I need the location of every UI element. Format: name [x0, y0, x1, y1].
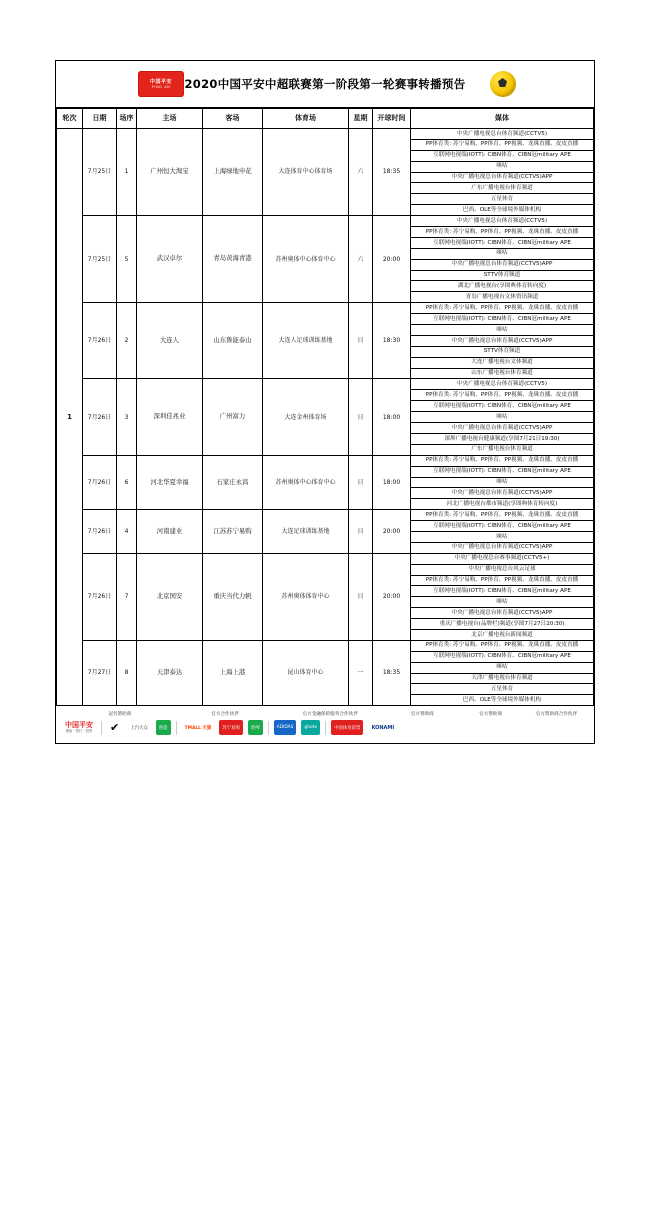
cell-media-outlet: 咪咕	[411, 412, 594, 423]
cell-media-outlet: 中央广播电视总台体育频道(CCTV5)APP	[411, 542, 594, 553]
logo-line1: 中国平安	[149, 78, 172, 85]
col-date: 日期	[83, 109, 117, 129]
cell-media-outlet: 互联网电视端(IOTT): CIBN体育、CIBN冠military APE	[411, 466, 594, 477]
cell-media-outlet: 咪咕	[411, 248, 594, 259]
title-row	[56, 61, 594, 108]
cell-kickoff-time: 18:30	[373, 303, 411, 379]
cell-venue: 苏州奥体中心体育中心	[263, 216, 349, 303]
cell-weekday: 一	[349, 640, 373, 705]
cell-weekday: 日	[349, 303, 373, 379]
cell-date: 7月27日	[83, 640, 117, 705]
cell-media-outlet: 河北广播电视台都市频道(享图典体育转向度)	[411, 499, 594, 510]
table-row	[57, 303, 594, 314]
cell-media-outlet: 重庆广播电视台(品牌栏)频道(享图7月27日20:30)	[411, 619, 594, 630]
cell-media-outlet: PP体育类: 苏宁易购、PP体育、PP视频、龙珠直播、皮皮直播	[411, 575, 594, 586]
cell-round: 1	[57, 129, 83, 706]
cell-media-outlet: 互联网电视端(IOTT): CIBN体育、CIBN冠military APE	[411, 521, 594, 532]
cell-kickoff-time: 18:35	[373, 640, 411, 705]
table-header-row	[57, 109, 594, 129]
table-row	[57, 510, 594, 521]
table-row	[57, 553, 594, 564]
cell-weekday: 日	[349, 379, 373, 455]
cell-venue: 昆山体育中心	[263, 640, 349, 705]
cell-media-outlet: 咪咕	[411, 662, 594, 673]
col-home: 主场	[137, 109, 203, 129]
cell-date: 7月25日	[83, 216, 117, 303]
cell-media-outlet: 互联网电视端(IOTT): CIBN体育、CIBN冠military APE	[411, 401, 594, 412]
cell-media-outlet: 深圳广播电视台健康频道(享图7月21日19:30)	[411, 433, 594, 444]
cell-away-team: 广州富力	[203, 379, 263, 455]
cell-venue: 大连体育中心体育场	[263, 129, 349, 216]
table-row	[57, 640, 594, 651]
cell-media-outlet: 互联网电视端(IOTT): CIBN体育、CIBN冠military APE	[411, 237, 594, 248]
cell-date: 7月26日	[83, 303, 117, 379]
sponsor-name: 中国平安	[65, 721, 93, 730]
sponsor-logo: 上汽大众	[127, 720, 151, 735]
sponsor-label: 官方合作伙伴	[211, 712, 239, 718]
cell-weekday: 日	[349, 510, 373, 554]
sponsor-logo: ADIDAS	[274, 720, 297, 735]
cell-media-outlet: 咪咕	[411, 477, 594, 488]
cell-match-no: 6	[117, 455, 137, 509]
cell-weekday: 日	[349, 553, 373, 640]
cell-home-team: 河北华夏幸福	[137, 455, 203, 509]
cell-media-outlet: 广东广播电视台体育频道	[411, 183, 594, 194]
cell-away-team: 青岛黄海青港	[203, 216, 263, 303]
col-away: 客场	[203, 109, 263, 129]
table-row	[57, 129, 594, 140]
cell-home-team: 河南建业	[137, 510, 203, 554]
sponsor-divider	[268, 721, 269, 735]
cell-venue: 苏州奥体中心体育中心	[263, 455, 349, 509]
cell-media-outlet: 中央广播电视总台体育频道(CCTV5)APP	[411, 488, 594, 499]
cell-media-outlet: 中央广播电视总台体育频道(CCTV5)APP	[411, 423, 594, 434]
sponsor-logo: ghoto	[301, 720, 320, 735]
cell-home-team: 武汉卓尔	[137, 216, 203, 303]
sponsor-label: 官方赞助商合作伙伴	[535, 712, 578, 718]
sponsor-label: 官方赞助商	[410, 712, 434, 718]
cell-weekday: 六	[349, 216, 373, 303]
sponsor-divider	[325, 721, 326, 735]
sponsor-divider	[176, 721, 177, 735]
cell-away-team: 上海绿地申花	[203, 129, 263, 216]
cell-weekday: 六	[349, 129, 373, 216]
soccer-ball-icon	[490, 71, 516, 97]
cell-away-team: 上海上港	[203, 640, 263, 705]
table-row	[57, 455, 594, 466]
cell-match-no: 1	[117, 129, 137, 216]
cell-date: 7月25日	[83, 129, 117, 216]
sponsor-logo: 哈啤	[248, 720, 263, 735]
cell-media-outlet: 大连广播电视台文体频道	[411, 357, 594, 368]
cell-media-outlet: PP体育类: 苏宁易购、PP体育、PP视频、龙珠直播、皮皮直播	[411, 455, 594, 466]
cell-kickoff-time: 18:00	[373, 379, 411, 455]
cell-media-outlet: 北京广播电视台新闻频道	[411, 629, 594, 640]
sponsor-logo	[62, 720, 96, 735]
sponsor-logo: 鲁能	[156, 720, 171, 735]
cell-date: 7月26日	[83, 553, 117, 640]
sponsor-label-row	[62, 711, 588, 717]
cell-media-outlet: 天津广播电视台体育频道	[411, 673, 594, 684]
cell-venue: 大连人足球训练基地	[263, 303, 349, 379]
cell-media-outlet: 咪咕	[411, 161, 594, 172]
cell-home-team: 北京国安	[137, 553, 203, 640]
sponsor-logo: 苏宁易购	[219, 720, 243, 735]
cell-media-outlet: 湖北广播电视台(享图典体育转向度)	[411, 281, 594, 292]
cell-media-outlet: PP体育类: 苏宁易购、PP体育、PP视频、龙珠直播、皮皮直播	[411, 390, 594, 401]
sponsor-logo: 中国体育彩票	[331, 720, 363, 735]
schedule-table	[56, 108, 594, 706]
cell-match-no: 7	[117, 553, 137, 640]
cell-date: 7月26日	[83, 379, 117, 455]
cell-venue: 苏州奥体体育中心	[263, 553, 349, 640]
cell-match-no: 5	[117, 216, 137, 303]
cell-media-outlet: 五星体育	[411, 194, 594, 205]
cell-media-outlet: PP体育类: 苏宁易购、PP体育、PP视频、龙珠直播、皮皮直播	[411, 139, 594, 150]
sponsor-label: 官方赞助商	[479, 712, 503, 718]
col-venue: 体育场	[263, 109, 349, 129]
cell-media-outlet: STTV体育频道	[411, 346, 594, 357]
cell-media-outlet: 互联网电视端(IOTT): CIBN体育、CIBN冠military APE	[411, 651, 594, 662]
cell-match-no: 3	[117, 379, 137, 455]
cell-home-team: 大连人	[137, 303, 203, 379]
cell-media-outlet: 互联网电视端(IOTT): CIBN体育、CIBN冠military APE	[411, 150, 594, 161]
sponsor-logo: KONAMI	[368, 720, 397, 735]
cell-media-outlet: 互联网电视端(IOTT): CIBN体育、CIBN冠military APE	[411, 586, 594, 597]
cell-match-no: 8	[117, 640, 137, 705]
sponsor-label: 冠名赞助商	[108, 712, 132, 718]
cell-media-outlet: STTV体育频道	[411, 270, 594, 281]
cell-media-outlet: 山东广播电视台体育频道	[411, 368, 594, 379]
cell-media-outlet: 咪咕	[411, 597, 594, 608]
cell-date: 7月26日	[83, 455, 117, 509]
cell-media-outlet: 中央广播电视总台体育频道(CCTV5)APP	[411, 259, 594, 270]
cell-home-team: 广州恒大淘宝	[137, 129, 203, 216]
cell-media-outlet: 中央广播电视总台体育频道(CCTV5)	[411, 216, 594, 227]
cell-away-team: 石家庄永昌	[203, 455, 263, 509]
cell-away-team: 山东鲁能泰山	[203, 303, 263, 379]
table-row	[57, 216, 594, 227]
table-row	[57, 379, 594, 390]
cell-media-outlet: PP体育类: 苏宁易购、PP体育、PP视频、龙珠直播、皮皮直播	[411, 227, 594, 238]
logo-line2: PING AN	[151, 84, 171, 89]
sponsor-footer	[55, 706, 595, 744]
cell-media-outlet: 中央广播电视总台体育频道(CCTV5)	[411, 129, 594, 140]
cell-date: 7月26日	[83, 510, 117, 554]
col-week: 星期	[349, 109, 373, 129]
cell-venue: 大连金州体育场	[263, 379, 349, 455]
cell-media-outlet: 中央广播电视总台风云足球	[411, 564, 594, 575]
col-no: 场序	[117, 109, 137, 129]
sponsor-logo: ✔	[107, 720, 122, 735]
sponsor-logo: TMALL 天猫	[182, 720, 215, 735]
cell-away-team: 重庆当代力帆	[203, 553, 263, 640]
cell-media-outlet: 中央广播电视总台体育频道(CCTV5)APP	[411, 172, 594, 183]
cell-media-outlet: 咪咕	[411, 531, 594, 542]
col-media: 媒体	[411, 109, 594, 129]
cell-kickoff-time: 20:00	[373, 510, 411, 554]
cell-media-outlet: 中央广播电视总台体育频道(CCTV5)APP	[411, 608, 594, 619]
col-round: 轮次	[57, 109, 83, 129]
col-time: 开球时间	[373, 109, 411, 129]
cell-home-team: 天津泰达	[137, 640, 203, 705]
cell-media-outlet: 咪咕	[411, 325, 594, 336]
sponsor-divider	[101, 721, 102, 735]
cell-media-outlet: PP体育类: 苏宁易购、PP体育、PP视频、龙珠直播、皮皮直播	[411, 303, 594, 314]
cell-match-no: 4	[117, 510, 137, 554]
cell-media-outlet: 中央广播电视总台体育频道(CCTV5)	[411, 379, 594, 390]
cell-kickoff-time: 20:00	[373, 216, 411, 303]
cell-media-outlet: 中央广播电视总台赛事频道(CCTV5+)	[411, 553, 594, 564]
cell-media-outlet: 青岛广播电视台文体资讯频道	[411, 292, 594, 303]
sponsor-subtitle: 保险 · 银行 · 投资	[65, 728, 93, 733]
cell-media-outlet: 巴西、OLE等全球境外媒体机构	[411, 205, 594, 216]
cell-media-outlet: 中央广播电视总台体育频道(CCTV5)APP	[411, 335, 594, 346]
cell-media-outlet: PP体育类: 苏宁易购、PP体育、PP视频、龙珠直播、皮皮直播	[411, 510, 594, 521]
cell-home-team: 深圳佳兆业	[137, 379, 203, 455]
cell-media-outlet: 五星体育	[411, 684, 594, 695]
page-title: 2020中国平安中超联赛第一阶段第一轮赛事转播预告	[184, 77, 466, 91]
cell-media-outlet: 巴西、OLE等全球境外媒体机构	[411, 695, 594, 706]
pingan-logo	[138, 71, 184, 97]
sponsor-logo-row	[62, 720, 588, 735]
cell-media-outlet: 广东广播电视台体育频道	[411, 444, 594, 455]
cell-kickoff-time: 18:35	[373, 129, 411, 216]
cell-kickoff-time: 20:00	[373, 553, 411, 640]
cell-weekday: 日	[349, 455, 373, 509]
cell-away-team: 江苏苏宁易购	[203, 510, 263, 554]
cell-match-no: 2	[117, 303, 137, 379]
table-body	[57, 129, 594, 706]
cell-media-outlet: 互联网电视端(IOTT): CIBN体育、CIBN冠military APE	[411, 314, 594, 325]
cell-kickoff-time: 18:00	[373, 455, 411, 509]
cell-media-outlet: PP体育类: 苏宁易购、PP体育、PP视频、龙珠直播、皮皮直播	[411, 640, 594, 651]
schedule-sheet	[55, 60, 595, 706]
cell-venue: 大连足球训练基地	[263, 510, 349, 554]
sponsor-label: 官方金融保险服务合作伙伴	[302, 712, 358, 718]
